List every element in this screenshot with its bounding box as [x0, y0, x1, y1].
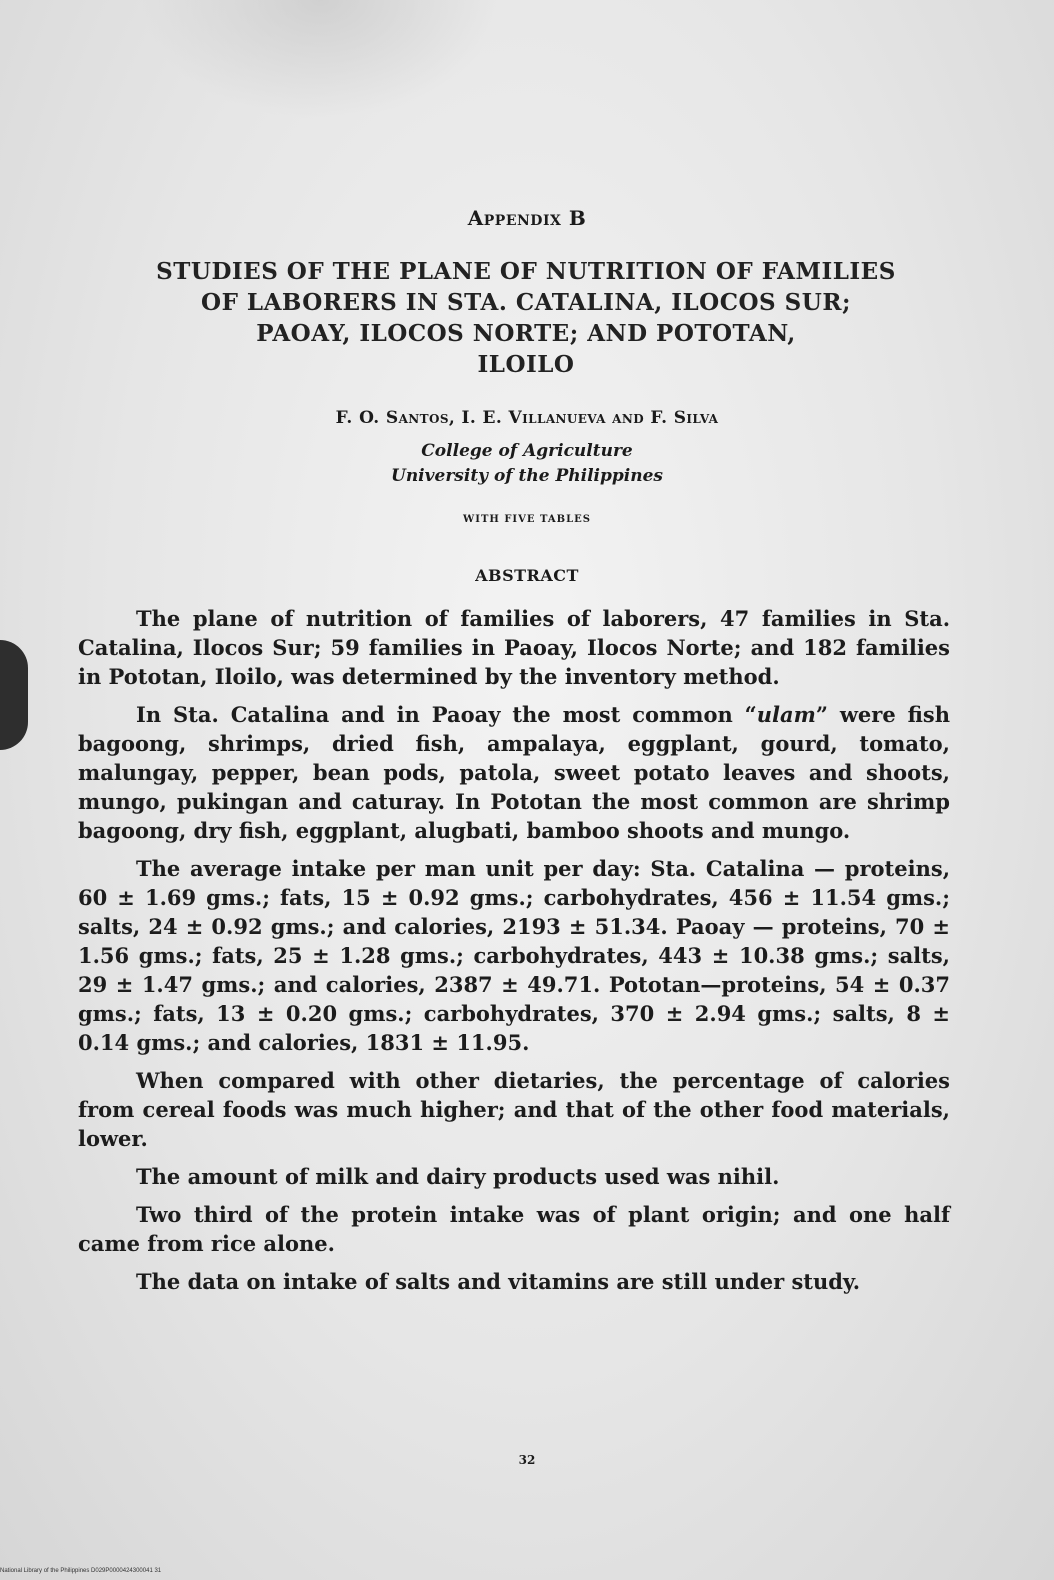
- abstract-paragraph: The amount of milk and dairy products used was nihil.: [136, 1164, 780, 1189]
- page-number: 32: [518, 1453, 536, 1467]
- abstract-body: [78, 604, 950, 1305]
- author-list: F. O. Santos, I. E. Villanueva and F. Silva: [335, 408, 719, 428]
- abstract-paragraph: The average intake per man unit per day: Sta. Catalina — proteins, 60 ± 1.69 gms.; fats, 15 ± 0.92 gms.; carbohydrates, 456 ± 11.54 gms.; salts, 24 ± 0.92 gms.; and calories, 2193 ± 51.34. Paoay — proteins, 70 ± 1.56 gms.; fats, 25 ± 1.28 gms.; carbohydrates, 443 ± 10.38 gms.; salts, 29 ± 1.47 gms.; and calories, 2387 ± 49.71. Pototan—proteins, 54 ± 0.37 gms.; fats, 13 ± 0.20 gms.; carbohydrates, 370 ± 2.94 gms.; salts, 8 ± 0.14 gms.; and calories, 1831 ± 11.95.: [78, 856, 950, 1055]
- title-line: ILOILO: [477, 351, 575, 378]
- abstract-paragraph: The data on intake of salts and vitamins are still under study.: [136, 1269, 861, 1294]
- affiliation-college: College of Agriculture: [421, 441, 633, 461]
- binding-shadow: [0, 640, 28, 750]
- abstract-paragraph: Two third of the protein intake was of plant origin; and one half came from rice alone.: [78, 1202, 950, 1256]
- tables-note: WITH FIVE TABLES: [463, 514, 591, 525]
- title-line: PAOAY, ILOCOS NORTE; AND POTOTAN,: [256, 320, 796, 347]
- abstract-paragraph: When compared with other dietaries, the percentage of calories from cereal foods was much higher; and that of the other food materials, lower.: [78, 1068, 950, 1151]
- abstract-paragraph: [78, 700, 950, 845]
- title-line: OF LABORERS IN STA. CATALINA, ILOCOS SUR;: [201, 289, 851, 316]
- bleed-through-shadow: [140, 0, 500, 120]
- title-line: STUDIES OF THE PLANE OF NUTRITION OF FAMILIES: [156, 258, 896, 285]
- paragraph-text: ” were fish bagoong, shrimps, dried fish, ampalaya, eggplant, gourd, tomato, malungay, pepper, bean pods, patola, sweet potato leaves and shoots, mungo, pukingan and caturay. In Pototan the most common are shrimp bagoong, dry fish, eggplant, alugbati, bamboo shoots and mungo.: [78, 702, 950, 843]
- abstract-heading: ABSTRACT: [475, 566, 579, 585]
- paper-title: [76, 256, 976, 380]
- abstract-paragraph: The plane of nutrition of families of laborers, 47 families in Sta. Catalina, Ilocos Sur; 59 families in Paoay, Ilocos Norte; and 182 families in Pototan, Iloilo, was determined by the inventory method.: [78, 606, 950, 689]
- paragraph-text: In Sta. Catalina and in Paoay the most common “: [136, 702, 757, 727]
- appendix-label: Appendix B: [467, 206, 587, 230]
- affiliation-university: University of the Philippines: [391, 466, 663, 486]
- ulam-term: ulam: [756, 702, 816, 727]
- archive-watermark: National Library of the Philippines D029P0000424300041 31: [0, 1568, 162, 1574]
